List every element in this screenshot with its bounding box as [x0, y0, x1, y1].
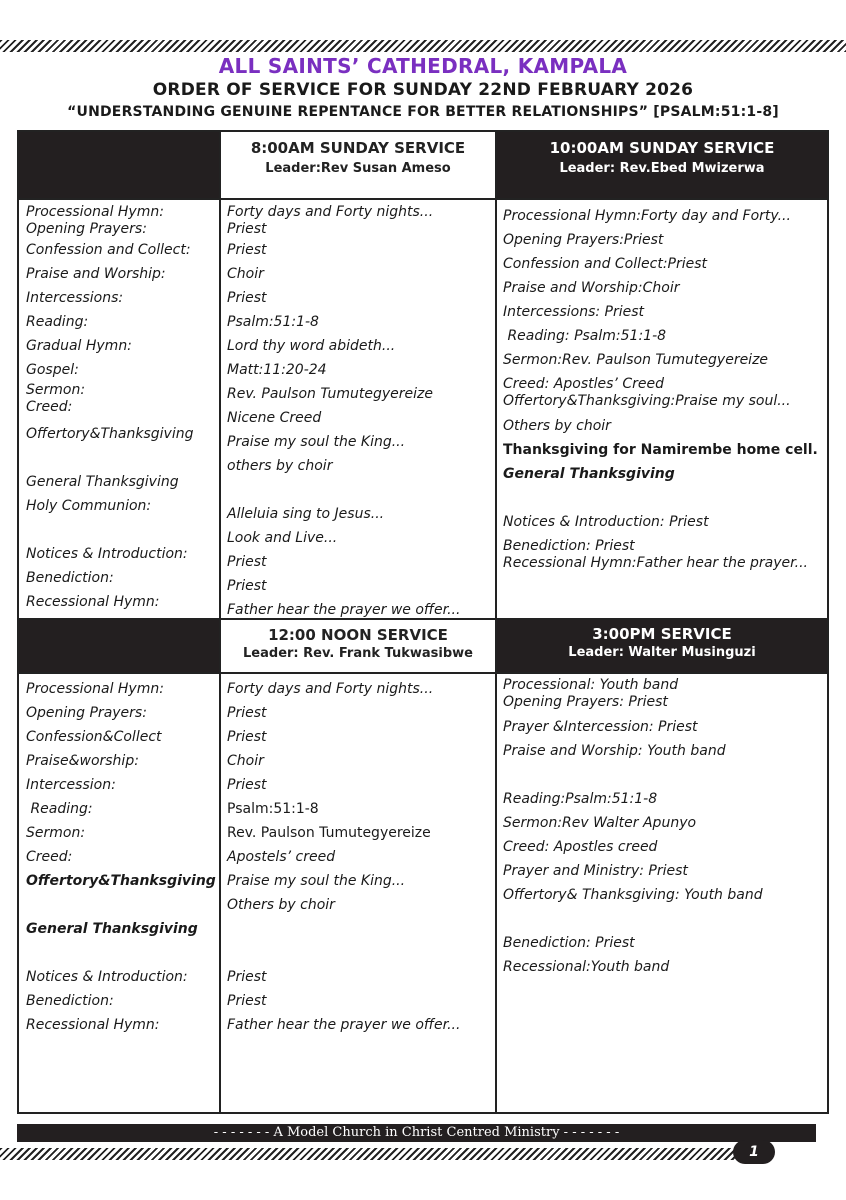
service-title-3pm: 3:00PM SERVICE	[592, 625, 732, 643]
header-12noon	[221, 620, 495, 672]
item-12noon: Priest	[227, 729, 267, 745]
column-12noon	[227, 677, 493, 1037]
label-item: Benediction:	[26, 993, 114, 1009]
service-leader-10am: Leader: Rev.Ebed Mwizerwa	[559, 161, 765, 176]
label-item: Creed:	[26, 849, 73, 865]
labels-column-afternoon	[26, 677, 216, 1037]
item-3pm: Sermon:Rev Walter Apunyo	[503, 815, 697, 831]
item-10am: Confession and Collect:Priest	[503, 256, 708, 272]
item-3pm: Praise and Worship: Youth band	[503, 743, 726, 759]
label-item: General Thanksgiving	[26, 474, 179, 490]
item-12noon: Priest	[227, 969, 267, 985]
item-8am: Priest	[227, 578, 267, 594]
item-3pm: Prayer &Intercession: Priest	[503, 719, 698, 735]
service-title-8am: 8:00AM SUNDAY SERVICE	[250, 139, 466, 157]
item-12noon: Forty days and Forty nights...	[227, 681, 434, 697]
label-item: Reading:	[26, 801, 93, 817]
label-item: General Thanksgiving	[26, 921, 198, 937]
item-12noon: Priest	[227, 777, 267, 793]
column-10am	[503, 204, 825, 572]
label-item: Holy Communion:	[26, 498, 152, 514]
page-title: ALL SAINTS’ CATHEDRAL, KAMPALA	[218, 54, 628, 78]
column-3pm	[503, 677, 825, 979]
item-8am: Choir	[227, 266, 264, 282]
item-8am: Father hear the prayer we offer...	[227, 602, 461, 618]
item-12noon: Rev. Paulson Tumutegyereize	[227, 825, 431, 841]
label-item: Sermon:	[26, 382, 86, 398]
label-item: Recessional Hymn:	[26, 1017, 160, 1033]
row-divider-1	[19, 198, 827, 200]
item-3pm: Prayer and Ministry: Priest	[503, 863, 688, 879]
item-12noon: Praise my soul the King...	[227, 873, 406, 889]
item-10am: Notices & Introduction: Priest	[503, 514, 709, 530]
item-10am: Reading: Psalm:51:1-8	[503, 328, 667, 344]
bottom-hatch-border	[0, 1148, 736, 1160]
item-12noon: Psalm:51:1-8	[227, 801, 319, 817]
label-item: Gospel:	[26, 362, 79, 378]
service-leader-12noon: Leader: Rev. Frank Tukwasibwe	[243, 646, 473, 661]
label-item: Benediction:	[26, 570, 114, 586]
item-12noon: Priest	[227, 705, 267, 721]
item-10am: Intercessions: Priest	[503, 304, 645, 320]
item-8am: Nicene Creed	[227, 410, 322, 426]
item-3pm: Opening Prayers: Priest	[503, 694, 668, 710]
item-10am: Sermon:Rev. Paulson Tumutegyereize	[503, 352, 769, 368]
item-10am: General Thanksgiving	[503, 466, 675, 482]
label-item: Recessional Hymn:	[26, 594, 160, 610]
item-10am: Benediction: Priest	[503, 538, 635, 554]
item-3pm: Processional: Youth band	[503, 677, 679, 693]
label-item: Confession&Collect	[26, 729, 162, 745]
label-item: Notices & Introduction:	[26, 969, 188, 985]
item-8am: Look and Live...	[227, 530, 338, 546]
item-3pm: Offertory& Thanksgiving: Youth band	[503, 887, 763, 903]
header-10am	[497, 132, 827, 198]
item-10am: Praise and Worship:Choir	[503, 280, 680, 296]
label-item: Reading:	[26, 314, 89, 330]
footer-motto: - - - - - - - A Model Church in Christ Centred Ministry - - - - - - -	[17, 1124, 816, 1142]
label-item: Gradual Hymn:	[26, 338, 132, 354]
item-10am: Recessional Hymn:Father hear the prayer...	[503, 555, 808, 571]
label-item: Offertory&Thanksgiving	[26, 426, 194, 442]
label-item: Praise&worship:	[26, 753, 139, 769]
item-3pm: Recessional:Youth band	[503, 959, 670, 975]
item-12noon: Priest	[227, 993, 267, 1009]
label-item: Intercession:	[26, 777, 116, 793]
item-10am: Processional Hymn:Forty day and Forty...	[503, 208, 791, 224]
label-item: Notices & Introduction:	[26, 546, 188, 562]
service-title-12noon: 12:00 NOON SERVICE	[268, 626, 448, 644]
page-subtitle: ORDER OF SERVICE FOR SUNDAY 22ND FEBRUARY 2026	[152, 80, 694, 100]
item-3pm: Benediction: Priest	[503, 935, 635, 951]
column-divider-2	[495, 132, 497, 1112]
item-10am: Creed: Apostles’ Creed	[503, 376, 664, 392]
column-8am	[227, 204, 493, 622]
top-hatch-border	[0, 40, 846, 52]
label-item: Intercessions:	[26, 290, 124, 306]
item-10am: Opening Prayers:Priest	[503, 232, 664, 248]
item-8am: Forty days and Forty nights...	[227, 204, 434, 220]
page-number: 1	[733, 1140, 775, 1164]
label-item: Confession and Collect:	[26, 242, 191, 258]
label-item: Opening Prayers:	[26, 221, 147, 237]
header-3pm	[497, 620, 827, 672]
item-12noon: Father hear the prayer we offer...	[227, 1017, 461, 1033]
label-item: Creed:	[26, 399, 73, 415]
row-divider-3	[19, 672, 827, 674]
item-8am: Praise my soul the King...	[227, 434, 406, 450]
item-8am: Rev. Paulson Tumutegyereize	[227, 386, 433, 402]
item-8am: Priest	[227, 221, 267, 237]
header-8am	[221, 132, 495, 198]
item-12noon: Others by choir	[227, 897, 335, 913]
item-8am: Alleluia sing to Jesus...	[227, 506, 385, 522]
service-title-10am: 10:00AM SUNDAY SERVICE	[549, 139, 775, 157]
item-10am: Others by choir	[503, 418, 611, 434]
label-item: Processional Hymn:	[26, 681, 164, 697]
item-8am: Matt:11:20-24	[227, 362, 327, 378]
label-item: Opening Prayers:	[26, 705, 147, 721]
item-3pm: Reading:Psalm:51:1-8	[503, 791, 658, 807]
item-12noon: Choir	[227, 753, 264, 769]
label-item: Processional Hymn:	[26, 204, 164, 220]
item-8am: Priest	[227, 242, 267, 258]
label-item: Sermon:	[26, 825, 86, 841]
item-3pm: Creed: Apostles creed	[503, 839, 658, 855]
service-leader-3pm: Leader: Walter Musinguzi	[568, 645, 756, 660]
service-theme: “UNDERSTANDING GENUINE REPENTANCE FOR BETTER RELATIONSHIPS” [PSALM:51:1-8]	[67, 104, 779, 120]
label-item: Praise and Worship:	[26, 266, 166, 282]
item-10am: Thanksgiving for Namirembe home cell.	[503, 442, 818, 458]
order-of-service-table	[17, 130, 829, 1114]
item-8am: others by choir	[227, 458, 333, 474]
item-10am: Offertory&Thanksgiving:Praise my soul...	[503, 393, 791, 409]
item-8am: Psalm:51:1-8	[227, 314, 319, 330]
item-12noon: Apostels’ creed	[227, 849, 336, 865]
label-item: Offertory&Thanksgiving	[26, 873, 216, 889]
column-divider-1	[219, 132, 221, 1112]
item-8am: Priest	[227, 554, 267, 570]
item-8am: Priest	[227, 290, 267, 306]
item-8am: Lord thy word abideth...	[227, 338, 396, 354]
service-leader-8am: Leader:Rev Susan Ameso	[265, 161, 451, 176]
labels-column-morning	[26, 204, 216, 614]
